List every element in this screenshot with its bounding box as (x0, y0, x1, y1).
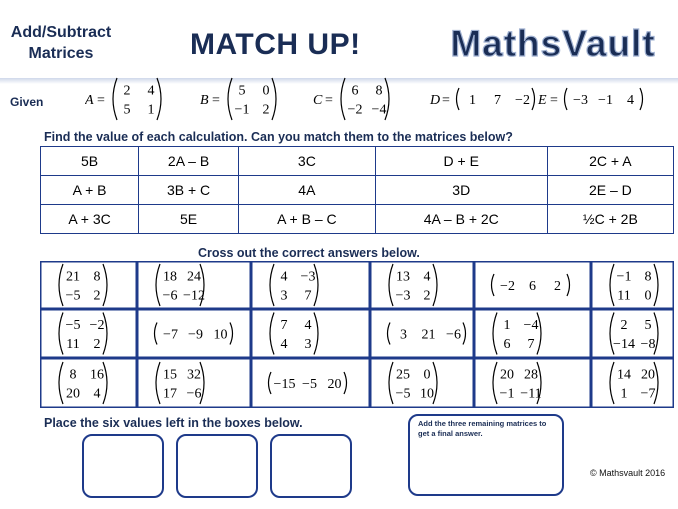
matrix-entry: −2 (89, 318, 105, 333)
left-paren (389, 362, 393, 404)
calc-cell: 3D (375, 176, 547, 205)
left-paren (388, 323, 391, 345)
right-paren (567, 274, 570, 296)
matrix-entry: 8 (69, 367, 77, 383)
left-paren (492, 274, 495, 296)
matrix-entry: 4 (93, 386, 101, 402)
matrix-entry: −2 (347, 102, 363, 118)
matrix-entry: −2 (515, 93, 530, 108)
worksheet-title (6, 22, 116, 64)
answer-matrix (389, 362, 437, 404)
matrix-entry: 8 (644, 269, 652, 285)
calculation-table (40, 146, 674, 234)
matrix-entry: 13 (396, 269, 410, 285)
matrix-entry: −9 (188, 327, 203, 343)
calc-cell: 4A (238, 176, 375, 205)
given-label: Given (10, 95, 44, 109)
answer-matrix (493, 362, 542, 404)
answer-cell[interactable] (592, 262, 674, 309)
matrix-entry: 1 (147, 102, 155, 118)
matrix-entry: 4 (280, 269, 288, 285)
answers-instruction: Cross out the correct answers below. (198, 246, 420, 260)
calc-cell: ½C + 2B (547, 205, 673, 234)
calc-cell: 3B + C (139, 176, 239, 205)
right-paren (433, 264, 437, 306)
calc-row (41, 147, 674, 176)
matrix-entry: 5 (123, 102, 131, 118)
matrix-entry: 8 (93, 269, 101, 285)
equals-sign: = (212, 93, 220, 108)
left-paren (389, 264, 393, 306)
matrix-entry: 20 (66, 386, 80, 402)
right-paren (344, 372, 347, 394)
matrix-entry: 15 (163, 367, 177, 383)
calc-cell: 5E (139, 205, 239, 234)
matrix-entry: 5 (644, 318, 652, 333)
matrix-entry: 2 (554, 279, 561, 294)
answer-matrix (59, 264, 107, 306)
matrix-entry: −7 (163, 327, 178, 343)
matrix-entry: 20 (327, 377, 342, 392)
right-paren (532, 88, 535, 110)
matrix-name-C: C (313, 93, 323, 108)
matrix-entry: −11 (520, 386, 542, 402)
matrix-entry: 11 (66, 337, 80, 352)
calc-cell: A + B – C (238, 205, 375, 234)
given-matrices (85, 75, 675, 123)
final-instruction: Add the three remaining matrices to get a final answer. (418, 419, 547, 438)
matrix-entry: 25 (396, 367, 410, 383)
calc-instruction: Find the value of each calculation. Can you match them to the matrices below? (44, 130, 513, 144)
answer-matrix (389, 264, 437, 306)
matrix-entry: 7 (527, 337, 535, 352)
left-paren (59, 264, 63, 306)
title-line-2: Matrices (28, 45, 94, 62)
matrix-entry: −4 (523, 318, 539, 333)
matrix-entry: 10 (420, 386, 434, 402)
left-paren (269, 372, 272, 394)
answer-matrix (155, 323, 233, 345)
answer-box-1[interactable] (82, 434, 164, 498)
given-matrix-B (228, 78, 276, 120)
right-paren (230, 323, 233, 345)
matrix-entry: −6 (162, 288, 178, 304)
matrix-entry: 0 (644, 288, 652, 304)
matrix-entry: 6 (503, 337, 511, 352)
matrix-entry: 0 (423, 367, 431, 383)
answers-grid[interactable] (40, 261, 674, 408)
answer-cell[interactable] (371, 262, 474, 309)
logo-wordmark: MathsVault (450, 23, 656, 64)
answer-matrix (493, 313, 541, 355)
equals-sign: = (97, 93, 105, 108)
equals-sign: = (550, 93, 558, 108)
left-paren (341, 78, 345, 120)
answer-matrix (610, 362, 658, 404)
answer-matrix (610, 313, 658, 355)
matrix-entry: 4 (423, 269, 431, 285)
mathsvault-logo (428, 17, 678, 67)
matrix-entry: 16 (90, 367, 104, 383)
left-paren (565, 88, 568, 110)
matrix-name-E: E (538, 93, 547, 108)
matrix-name-D: D (430, 93, 441, 108)
matrix-entry: 2 (93, 337, 101, 352)
matrix-entry: 2 (93, 288, 101, 304)
matrix-entry: 2 (620, 318, 628, 333)
matrix-name-B: B (200, 93, 209, 108)
matrix-entry: 28 (524, 367, 538, 383)
right-paren (463, 323, 466, 345)
matrix-entry: 1 (620, 386, 628, 402)
left-paren (493, 362, 497, 404)
matrix-entry: 3 (304, 337, 312, 352)
answer-matrix (492, 274, 570, 296)
answer-box-2[interactable] (176, 434, 258, 498)
matrix-entry: 14 (617, 367, 631, 383)
answer-matrix (59, 313, 107, 355)
matrix-entry: −6 (446, 327, 461, 343)
matrix-entry: 7 (304, 288, 312, 304)
matrix-entry: 7 (280, 318, 288, 333)
matrix-entry: 10 (213, 327, 228, 343)
calc-cell: 4A – B + 2C (375, 205, 547, 234)
matrix-entry: 4 (147, 83, 155, 99)
matrix-entry: −3 (395, 288, 411, 304)
matrix-entry: −8 (640, 337, 656, 352)
left-paren (610, 362, 614, 404)
matrix-entry: 3 (280, 288, 288, 304)
matrix-entry: −5 (65, 318, 81, 333)
matrix-entry: 6 (529, 279, 536, 294)
matrix-entry: 18 (163, 269, 177, 285)
calc-cell: 2C + A (547, 147, 673, 176)
matrix-entry: 2 (262, 102, 270, 118)
calc-cell: 5B (41, 147, 139, 176)
calc-row (41, 205, 674, 234)
left-paren (59, 362, 63, 404)
matrix-entry: −5 (395, 386, 411, 402)
matrix-entry: 1 (469, 93, 476, 108)
matrix-entry: 11 (617, 288, 631, 304)
answer-box-3[interactable] (270, 434, 352, 498)
answer-matrix (388, 323, 466, 345)
right-paren (157, 78, 161, 120)
left-paren (59, 313, 63, 355)
matrix-entry: 20 (500, 367, 514, 383)
matrix-entry: 4 (627, 93, 634, 108)
matrix-entry: −6 (186, 386, 202, 402)
matrix-entry: −1 (499, 386, 515, 402)
matrix-entry: 3 (400, 327, 407, 343)
right-paren (314, 313, 318, 355)
matrix-entry: −3 (300, 269, 316, 285)
answer-cell[interactable] (41, 310, 137, 358)
left-paren (113, 78, 117, 120)
answer-cell[interactable] (592, 359, 674, 408)
matrix-entry: −4 (371, 102, 387, 118)
given-matrix-A (113, 78, 161, 120)
calc-cell: A + 3C (41, 205, 139, 234)
left-paren (156, 264, 160, 306)
matrix-entry: 32 (187, 367, 201, 383)
right-paren (103, 264, 107, 306)
matrix-entry: −1 (616, 269, 632, 285)
matrix-entry: −7 (640, 386, 656, 402)
matrix-entry: 4 (280, 337, 288, 352)
matrix-entry: −15 (273, 377, 296, 392)
answer-matrix (610, 264, 658, 306)
calc-cell: 3C (238, 147, 375, 176)
equals-sign: = (325, 93, 333, 108)
copyright: © Mathsvault 2016 (590, 468, 666, 478)
left-paren (457, 88, 460, 110)
matrix-entry: −14 (613, 337, 635, 352)
title-line-1: Add/Subtract (10, 24, 112, 41)
given-matrix-E (565, 88, 643, 110)
matrix-entry: −1 (598, 93, 613, 108)
matrix-entry: 7 (494, 93, 501, 108)
matrix-entry: 4 (304, 318, 312, 333)
matrix-entry: 21 (66, 269, 80, 285)
answer-matrix (269, 372, 347, 394)
given-matrix-C (341, 78, 389, 120)
left-paren (493, 313, 497, 355)
answer-matrix (59, 362, 107, 404)
answer-cell[interactable] (41, 359, 137, 408)
matrix-entry: 24 (187, 269, 201, 285)
right-paren (272, 78, 276, 120)
matrix-entry: −5 (302, 377, 317, 392)
left-paren (270, 264, 274, 306)
matrix-entry: 0 (262, 83, 270, 99)
calc-cell: D + E (375, 147, 547, 176)
matrix-entry: −3 (573, 93, 588, 108)
matrix-entry: −5 (65, 288, 81, 304)
calc-row (41, 176, 674, 205)
matrix-entry: 8 (375, 83, 383, 99)
matrix-entry: 2 (123, 83, 131, 99)
matrix-entry: 2 (423, 288, 431, 304)
given-matrix-D (457, 88, 535, 110)
left-paren (156, 362, 160, 404)
matrix-entry: 17 (163, 386, 177, 402)
calc-cell: 2E – D (547, 176, 673, 205)
matrix-entry: −1 (234, 102, 250, 118)
left-paren (228, 78, 232, 120)
match-up-heading: MATCH UP! (190, 28, 361, 61)
matrix-entry: 5 (238, 83, 246, 99)
right-paren (654, 264, 658, 306)
matrix-entry: 20 (641, 367, 655, 383)
answer-matrix (156, 264, 205, 306)
equals-sign: = (442, 93, 450, 108)
matrix-entry: 6 (351, 83, 359, 99)
matrix-entry: −12 (183, 288, 205, 304)
left-paren (155, 323, 158, 345)
answer-matrix (156, 362, 204, 404)
calc-cell: 2A – B (139, 147, 239, 176)
left-paren (270, 313, 274, 355)
matrix-entry: −2 (500, 279, 515, 294)
calc-cell: A + B (41, 176, 139, 205)
answer-matrix (270, 313, 318, 355)
matrix-entry: 21 (421, 327, 436, 343)
matrix-name-A: A (85, 93, 94, 108)
place-instruction: Place the six values left in the boxes below. (44, 416, 303, 430)
answer-cell[interactable] (41, 262, 137, 309)
matrix-entry: 1 (503, 318, 511, 333)
left-paren (610, 264, 614, 306)
answer-matrix (270, 264, 318, 306)
right-paren (640, 88, 643, 110)
